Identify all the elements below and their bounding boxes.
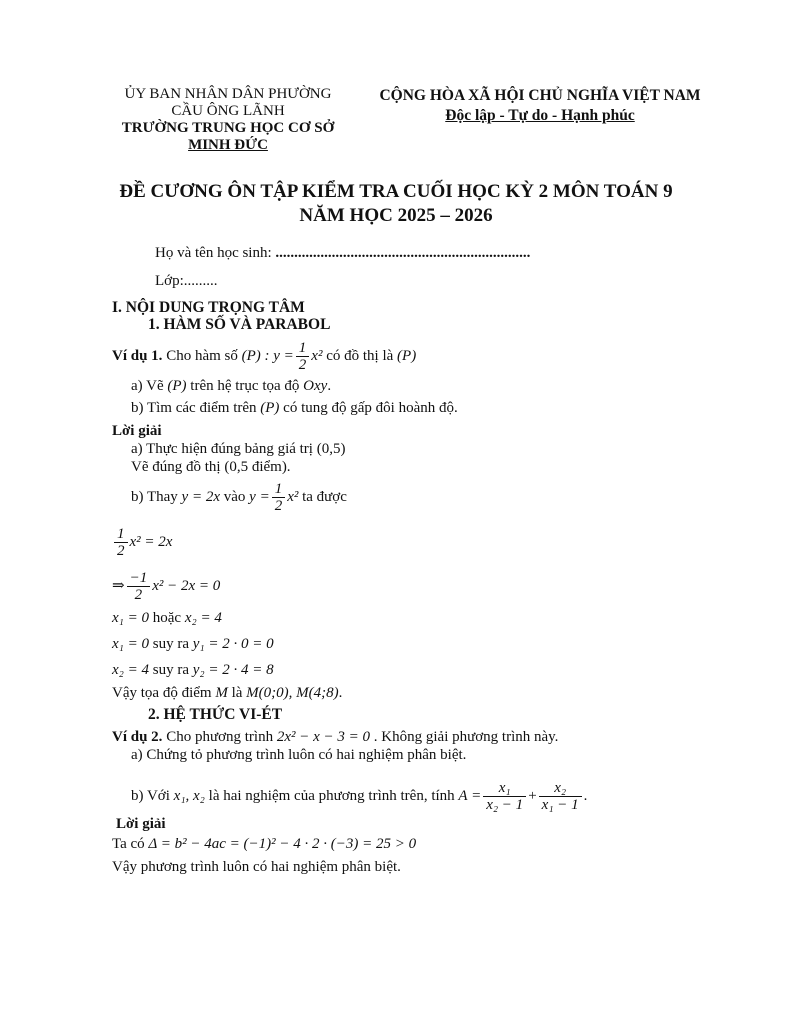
f2-num: x₂ [539,780,582,797]
function-def: (P) : y = [241,347,294,364]
l2-fraction [127,570,151,603]
l6-a: Vậy tọa độ điểm [112,685,216,701]
qb-pre: b) Tìm các điểm trên [131,400,261,416]
student-name-line [155,244,530,262]
sol2-l1-pre: Ta có [112,836,149,852]
l1-den: 2 [117,543,125,559]
l6-m: M [215,685,228,701]
discriminant-equation: Δ = b² − 4ac = (−1)² − 4 · 2 · (−3) = 25 > 0 [148,836,417,852]
header-left [112,86,344,154]
header-left-line2: CẦU ÔNG LÃNH [171,103,285,119]
l3-c: x₂ = 4 [184,610,222,626]
qb2-mid: là hai nghiệm của phương trình trên, tính [204,787,459,804]
student-name-label: Họ và tên học sinh: [155,245,276,261]
l3-b: hoặc [149,610,185,626]
student-name-dots: .................................................................... [275,245,531,261]
l4-c: y₁ = 2 · 0 = 0 [192,636,274,652]
b-tail: x² [287,488,299,505]
solution-1-line3 [112,609,222,627]
solution-1-a2: Vẽ đúng đồ thị (0,5 điểm). [131,459,291,475]
qa-mid: trên hệ trục tọa độ [186,378,304,394]
l3-a: x₁ = 0 [112,610,149,626]
subsection-heading-2: 2. HỆ THỨC VI-ÉT [148,706,283,723]
l2-den: 2 [134,587,143,603]
solution-1-a1: a) Thực hiện đúng bảng giá trị (0,5) [131,441,346,457]
l2-tail: x² − 2x = 0 [152,577,221,594]
frac-den: 2 [298,357,307,373]
qb-p: (P) [260,400,280,416]
solution-1-line6 [112,684,342,702]
l6-d: . [338,685,343,701]
l5-c: y₂ = 2 · 4 = 8 [192,662,274,678]
example-2-question-a: a) Chứng tỏ phương trình luôn có hai nghiệm phân biệt. [131,747,467,763]
example-1-label: Ví dụ 1. [112,347,163,364]
f1-num: x₁ [483,780,526,797]
l4-b: suy ra [149,636,193,652]
function-tail: x² [311,347,323,364]
example-2-equation: 2x² − x − 3 = 0 [276,729,371,745]
b-end: ta được [298,488,347,505]
qb2-fraction-2 [539,780,582,813]
b-frac-num: 1 [272,481,286,498]
b-eq2: y = [249,488,270,505]
l2-num: −1 [127,570,151,587]
solution-1-label: Lời giải [112,423,162,439]
qa-end: . [327,378,332,394]
b-frac-den: 2 [274,498,283,514]
qb2-plus: + [528,787,537,804]
solution-2-label: Lời giải [116,816,166,832]
solution-1-line2 [112,570,220,603]
l4-a: x₁ = 0 [112,636,149,652]
l6-b: là [227,685,247,701]
document-title [60,180,732,228]
f1-den: x₂ − 1 [486,797,524,813]
l6-c: M(0;0), M(4;8) [246,685,339,701]
b-eq1: y = 2x [181,488,220,505]
example-2 [112,728,558,746]
solution-1-line4 [112,635,274,653]
header-left-line4: MINH ĐỨC [188,137,268,153]
l1-tail: x² = 2x [129,533,173,550]
qb-end: có tung độ gấp đôi hoành độ. [279,400,458,416]
example-1 [112,340,416,373]
qa-p: (P) [167,378,187,394]
qb2-A: A = [458,787,482,804]
fraction-half [296,340,310,373]
example-1-question-b [131,399,458,417]
example-1-text-b: có đồ thị là [322,347,398,364]
solution-1-line1 [112,526,172,559]
example-2-question-b [131,780,587,813]
section-heading: I. NỘI DUNG TRỌNG TÂM [112,299,305,316]
solution-2-line2: Vậy phương trình luôn có hai nghiệm phân biệt. [112,859,401,875]
example-1-question-a [131,377,331,395]
example-1-text: Cho hàm số [162,347,242,364]
b-mid: vào [219,488,250,505]
frac-num: 1 [296,340,310,357]
solution-2-line1 [112,835,416,853]
student-class-line: Lớp:......... [155,273,218,289]
l5-a: x₂ = 4 [112,662,149,678]
l1-num: 1 [114,526,128,543]
header-left-line1: ỦY BAN NHÂN DÂN PHƯỜNG [124,86,332,102]
header-right [370,86,710,126]
header-right-line2: Độc lập - Tự do - Hạnh phúc [445,107,635,124]
b-pre: b) Thay [131,488,182,505]
qb2-end: . [583,787,588,804]
example-2-text-b: . Không giải phương trình này. [370,729,559,745]
qb2-x: x₁, x₂ [173,787,205,804]
qa-pre: a) Vẽ [131,378,168,394]
example-2-label: Ví dụ 2. [112,729,163,745]
l2-implies: ⇒ [112,577,125,594]
qb2-fraction-1 [483,780,526,813]
b-fraction [272,481,286,514]
solution-1-b [131,481,347,514]
solution-1-line5 [112,661,274,679]
header-left-line3: TRƯỜNG TRUNG HỌC CƠ SỞ [121,120,335,136]
parabola-p: (P) [397,347,417,364]
f2-den: x₁ − 1 [541,797,579,813]
header-right-line1: CỘNG HÒA XÃ HỘI CHỦ NGHĨA VIỆT NAM [379,87,701,104]
subsection-heading-1: 1. HÀM SỐ VÀ PARABOL [148,316,331,333]
l1-fraction [114,526,128,559]
title-line2: NĂM HỌC 2025 – 2026 [299,205,493,226]
qb2-pre: b) Với [131,787,174,804]
title-line1: ĐỀ CƯƠNG ÔN TẬP KIỂM TRA CUỐI HỌC KỲ 2 MÔN TOÁN 9 [119,181,673,202]
l5-b: suy ra [149,662,193,678]
qa-oxy: Oxy [303,378,328,394]
example-2-text-a: Cho phương trình [162,729,277,745]
